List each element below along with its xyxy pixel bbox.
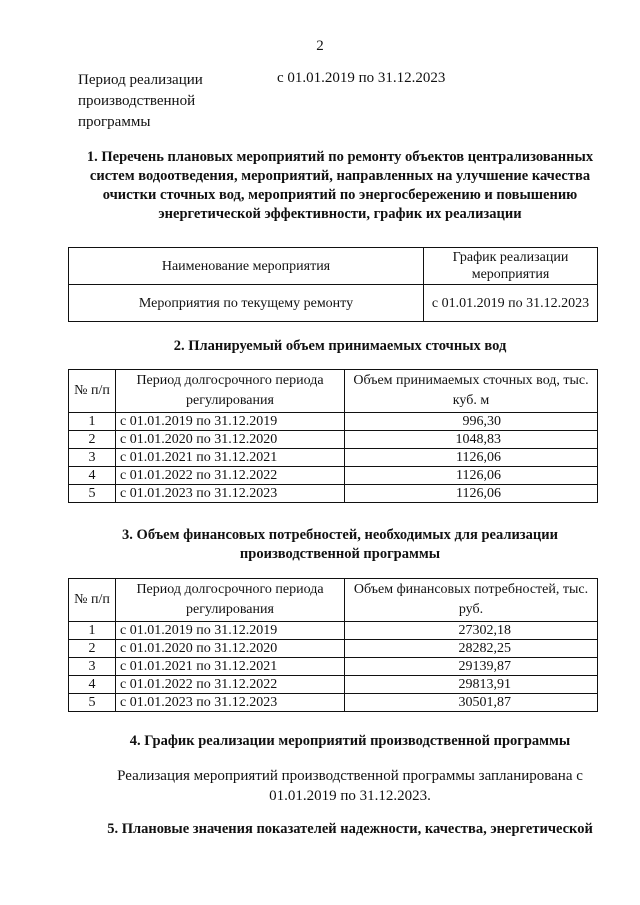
section2-title: 2. Планируемый объем принимаемых сточных вод <box>173 338 507 354</box>
page-number: 2 <box>316 38 324 54</box>
table-cell: с 01.01.2022 по 31.12.2022 <box>116 467 345 485</box>
section4-text: Реализация мероприятий производственной программы запланирована с 01.01.2019 по 31.12.2023. <box>117 768 583 804</box>
section3-table <box>68 578 598 712</box>
table-cell: с 01.01.2023 по 31.12.2023 <box>116 694 345 712</box>
table-row <box>69 485 598 503</box>
table-cell: 2 <box>69 640 116 658</box>
table-cell: 1126,06 <box>345 449 598 467</box>
table-cell: 1 <box>69 413 116 431</box>
table-header-cell: График реализации мероприятия <box>424 248 598 285</box>
table-header-cell: Объем финансовых потребностей, тыс. руб. <box>345 579 598 622</box>
table-row <box>69 285 598 322</box>
table-cell: с 01.01.2019 по 31.12.2023 <box>424 285 598 322</box>
table-cell: с 01.01.2019 по 31.12.2019 <box>116 622 345 640</box>
section4-title: 4. График реализации мероприятий производственной программы <box>129 733 571 749</box>
table-cell: 27302,18 <box>345 622 598 640</box>
table-cell: 3 <box>69 658 116 676</box>
table-cell: 1048,83 <box>345 431 598 449</box>
table-header-cell: Наименование мероприятия <box>69 248 424 285</box>
section2-table <box>68 369 598 503</box>
table-cell: с 01.01.2019 по 31.12.2019 <box>116 413 345 431</box>
section1-table <box>68 247 598 322</box>
table-cell: с 01.01.2021 по 31.12.2021 <box>116 658 345 676</box>
table-cell: 4 <box>69 467 116 485</box>
table-header-row <box>69 248 598 285</box>
table-cell: Мероприятия по текущему ремонту <box>69 285 424 322</box>
table-row <box>69 658 598 676</box>
table-header-cell: № п/п <box>69 370 116 413</box>
table-row <box>69 622 598 640</box>
period-value: с 01.01.2019 по 31.12.2023 <box>277 70 446 86</box>
table-cell: 2 <box>69 431 116 449</box>
table-header-row <box>69 579 598 622</box>
section5-title: 5. Плановые значения показателей надежности, качества, энергетической <box>107 821 593 837</box>
table-cell: с 01.01.2021 по 31.12.2021 <box>116 449 345 467</box>
section3-title: 3. Объем финансовых потребностей, необходимых для реализации производственной программы <box>122 527 558 562</box>
table-row <box>69 676 598 694</box>
table-cell: 30501,87 <box>345 694 598 712</box>
table-cell: 29813,91 <box>345 676 598 694</box>
table-cell: 29139,87 <box>345 658 598 676</box>
table-row <box>69 413 598 431</box>
table-header-cell: Объем принимаемых сточных вод, тыс. куб. м <box>345 370 598 413</box>
table-header-row <box>69 370 598 413</box>
table-row <box>69 449 598 467</box>
table-row <box>69 694 598 712</box>
table-cell: с 01.01.2022 по 31.12.2022 <box>116 676 345 694</box>
table-row <box>69 467 598 485</box>
table-cell: 1126,06 <box>345 485 598 503</box>
table-cell: 5 <box>69 694 116 712</box>
table-cell: с 01.01.2023 по 31.12.2023 <box>116 485 345 503</box>
section1-title: 1. Перечень плановых мероприятий по ремонту объектов централизованных систем водоотведения, мероприятий, направленных на улучшение качества очистки сточных вод, мероприятий по энергосбережению и повышению энергетической эффективности, график их реализации <box>86 149 594 222</box>
table-cell: 3 <box>69 449 116 467</box>
table-header-cell: Период долгосрочного периода регулирования <box>116 370 345 413</box>
table-cell: 4 <box>69 676 116 694</box>
table-cell: 1 <box>69 622 116 640</box>
table-cell: 5 <box>69 485 116 503</box>
table-cell: с 01.01.2020 по 31.12.2020 <box>116 640 345 658</box>
table-header-cell: Период долгосрочного периода регулирования <box>116 579 345 622</box>
table-header-cell: № п/п <box>69 579 116 622</box>
table-cell: с 01.01.2020 по 31.12.2020 <box>116 431 345 449</box>
table-cell: 28282,25 <box>345 640 598 658</box>
period-label: Период реализации производственной программы <box>78 72 203 130</box>
table-row <box>69 431 598 449</box>
table-cell: 996,30 <box>345 413 598 431</box>
table-row <box>69 640 598 658</box>
table-cell: 1126,06 <box>345 467 598 485</box>
